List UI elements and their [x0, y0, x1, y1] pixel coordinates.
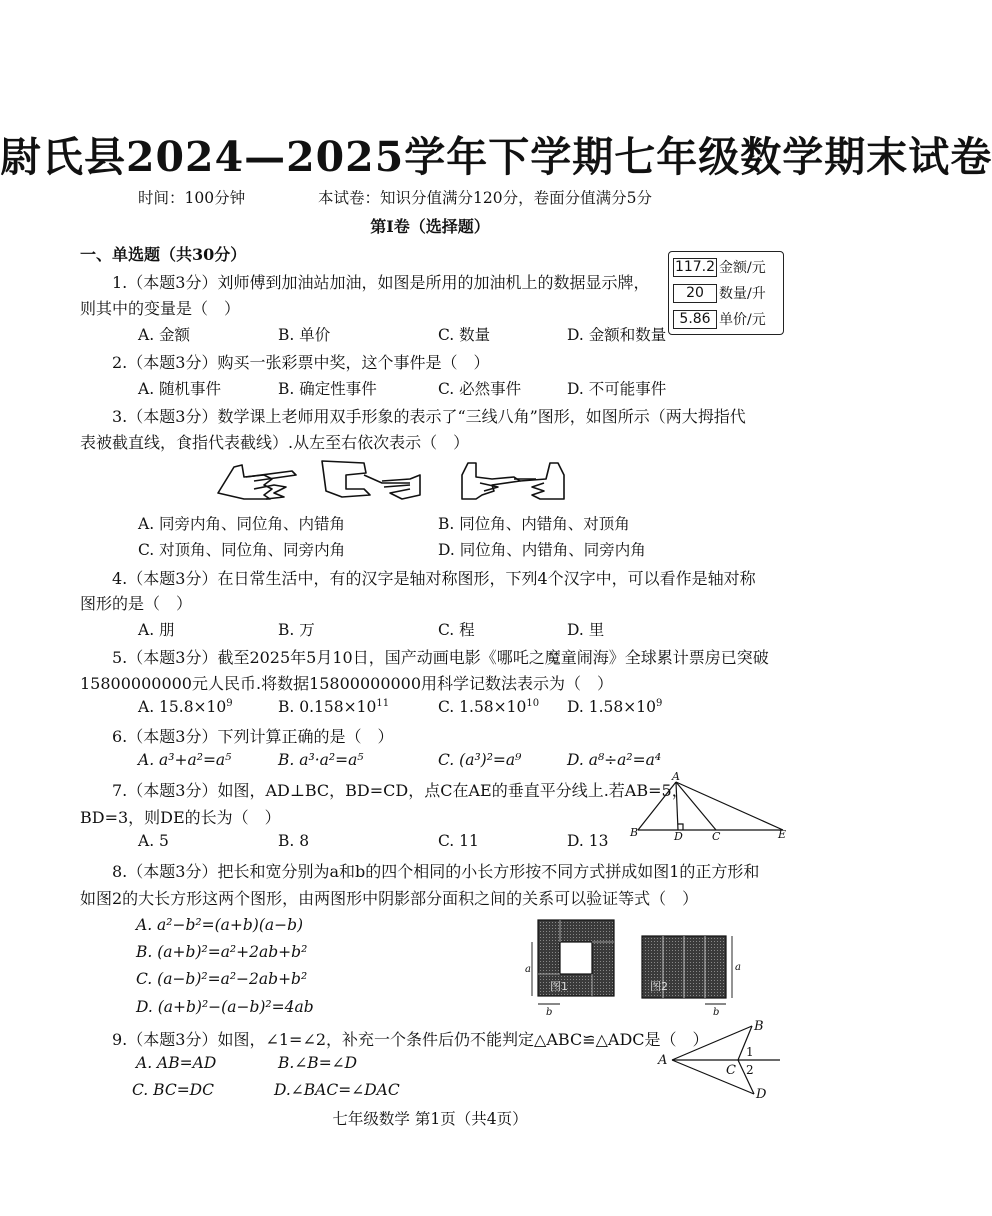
q8-stem-line1: 8.（本题3分）把长和宽分别为a和b的四个相同的小长方形按不同方式拼成如图1的正方形和 — [112, 862, 760, 881]
q7-stem-line1: 7.（本题3分）如图，AD⊥BC，BD=CD，点C在AE的垂直平分线上.若AB=5， — [112, 781, 688, 800]
q5-option-b: B. $0.158\times 10^{11}$ — [278, 697, 390, 716]
q7-option-c: C. 11 — [438, 832, 479, 850]
q7-triangle-figure — [628, 770, 788, 843]
exam-time: 时间：100分钟 — [138, 189, 246, 207]
q8-fig2-dim-a: a — [735, 962, 741, 973]
q5-stem-line1: 5.（本题3分）截至2025年5月10日，国产动画电影《哪吒之魔童闹海》全球累计票房已突破 — [112, 648, 769, 667]
q9-option-b: B.∠B=∠D — [278, 1054, 358, 1072]
q8-fig2-dim-b: b — [713, 1007, 720, 1018]
q4-option-a: A. 朋 — [138, 621, 175, 639]
q7-label-c: C — [712, 830, 721, 843]
q3-option-a: A. 同旁内角、同位角、内错角 — [138, 515, 346, 533]
q6-option-d: D. a⁸÷a²=a⁴ — [567, 751, 662, 769]
page-footer: 七年级数学 第1页（共4页） — [332, 1110, 528, 1128]
q4-stem-line1: 4.（本题3分）在日常生活中，有的汉字是轴对称图形，下列4个汉字中，可以看作是轴对称 — [112, 569, 756, 588]
q5-option-d: D. $1.58\times 10^9$ — [567, 697, 663, 716]
q9-figure — [656, 1018, 786, 1100]
q8-option-c: C. (a−b)²=a²−2ab+b² — [136, 970, 308, 988]
q7-option-a: A. 5 — [138, 832, 169, 850]
q9-label-c: C — [726, 1063, 736, 1078]
q4-stem-line2: 图形的是（ ） — [80, 594, 193, 613]
q7-label-e: E — [778, 828, 787, 841]
pump-price-value: 5.86 — [673, 310, 717, 329]
q9-option-a: A. AB=AD — [136, 1054, 217, 1072]
q8-fig1-dim-a: a — [525, 964, 531, 975]
exam-score-info: 本试卷：知识分值满分120分，卷面分值满分5分 — [318, 189, 652, 207]
exam-title: 尉氏县2024—2025学年下学期七年级数学期末试卷 — [0, 133, 992, 181]
pump-quantity-label: 数量/升 — [719, 286, 766, 302]
q2-option-c: C. 必然事件 — [438, 380, 522, 398]
hands-figure — [214, 455, 634, 505]
q8-stem-line2: 如图2的大长方形这两个图形，由两图形中阴影部分面积之间的关系可以验证等式（ ） — [80, 889, 699, 908]
q8-fig2-label: 图2 — [650, 980, 668, 993]
q1-stem-line1: 1.（本题3分）刘师傅到加油站加油，如图是所用的加油机上的数据显示牌， — [112, 273, 650, 292]
q1-option-a: A. 金额 — [138, 326, 191, 344]
q9-label-a: A — [658, 1053, 668, 1068]
q8-option-d: D. (a+b)²−(a−b)²=4ab — [136, 998, 314, 1016]
q4-option-b: B. 万 — [278, 621, 315, 639]
section-title: 第Ⅰ卷（选择题） — [370, 217, 490, 236]
q5-option-c: C. $1.58\times 10^{10}$ — [438, 697, 540, 716]
q5-option-a: A. $15.8\times 10^9$ — [138, 697, 233, 716]
q3-stem-line1: 3.（本题3分）数学课上老师用双手形象的表示了“三线八角”图形，如图所示（两大拇指代 — [112, 407, 746, 426]
q9-stem: 9.（本题3分）如图，∠1=∠2，补充一个条件后仍不能判定△ABC≌△ADC是（ ） — [112, 1030, 709, 1049]
q4-option-d: D. 里 — [567, 621, 605, 639]
q7-label-a: A — [672, 770, 680, 783]
pump-quantity-value: 20 — [673, 284, 717, 303]
q3-option-c: C. 对顶角、同位角、同旁内角 — [138, 541, 346, 559]
q3-stem-line2: 表被截直线，食指代表截线）.从左至右依次表示（ ） — [80, 433, 470, 452]
q9-option-d: D.∠BAC=∠DAC — [274, 1081, 400, 1099]
q8-fig1-label: 图1 — [550, 980, 568, 993]
pump-amount-label: 金额/元 — [719, 260, 766, 276]
q3-option-d: D. 同位角、内错角、同旁内角 — [438, 541, 646, 559]
q9-label-b: B — [754, 1019, 764, 1034]
q5-stem-line2: 15800000000元人民币.将数据15800000000用科学记数法表示为（ ） — [80, 674, 614, 693]
q9-option-c: C. BC=DC — [132, 1081, 214, 1099]
q3-option-b: B. 同位角、内错角、对顶角 — [438, 515, 630, 533]
q2-stem: 2.（本题3分）购买一张彩票中奖，这个事件是（ ） — [112, 353, 490, 372]
q8-fig1-dim-b: b — [546, 1007, 553, 1018]
q1-option-b: B. 单价 — [278, 326, 331, 344]
q1-option-d: D. 金额和数量 — [567, 326, 667, 344]
q7-option-b: B. 8 — [278, 832, 310, 850]
q6-option-c: C. (a³)²=a⁹ — [438, 751, 522, 769]
q7-option-d: D. 13 — [567, 832, 609, 850]
q4-option-c: C. 程 — [438, 621, 475, 639]
q6-option-a: A. a³+a²=a⁵ — [138, 751, 232, 769]
q9-label-d: D — [756, 1087, 767, 1102]
q2-option-d: D. 不可能事件 — [567, 380, 667, 398]
q8-figure-1 — [522, 916, 622, 1020]
q8-option-a: A. a²−b²=(a+b)(a−b) — [136, 916, 304, 934]
q2-option-a: A. 随机事件 — [138, 380, 222, 398]
q9-angle-2: 2 — [746, 1063, 754, 1077]
q2-option-b: B. 确定性事件 — [278, 380, 377, 398]
q8-figure-2 — [636, 932, 746, 1022]
q1-stem-line2: 则其中的变量是（ ） — [80, 299, 241, 318]
q9-angle-1: 1 — [746, 1045, 754, 1059]
q8-option-b: B. (a+b)²=a²+2ab+b² — [136, 943, 308, 961]
q6-option-b: B. a³·a²=a⁵ — [278, 751, 364, 769]
pump-amount-value: 117.2 — [674, 258, 716, 275]
pump-price-label: 单价/元 — [719, 312, 766, 328]
part-one-heading: 一、单选题（共30分） — [80, 245, 247, 264]
q7-stem-line2: BD=3，则DE的长为（ ） — [80, 808, 281, 827]
q6-stem: 6.（本题3分）下列计算正确的是（ ） — [112, 727, 394, 746]
q7-label-d: D — [674, 830, 683, 843]
pump-display-figure — [668, 251, 784, 335]
q7-label-b: B — [630, 826, 639, 839]
q1-option-c: C. 数量 — [438, 326, 491, 344]
